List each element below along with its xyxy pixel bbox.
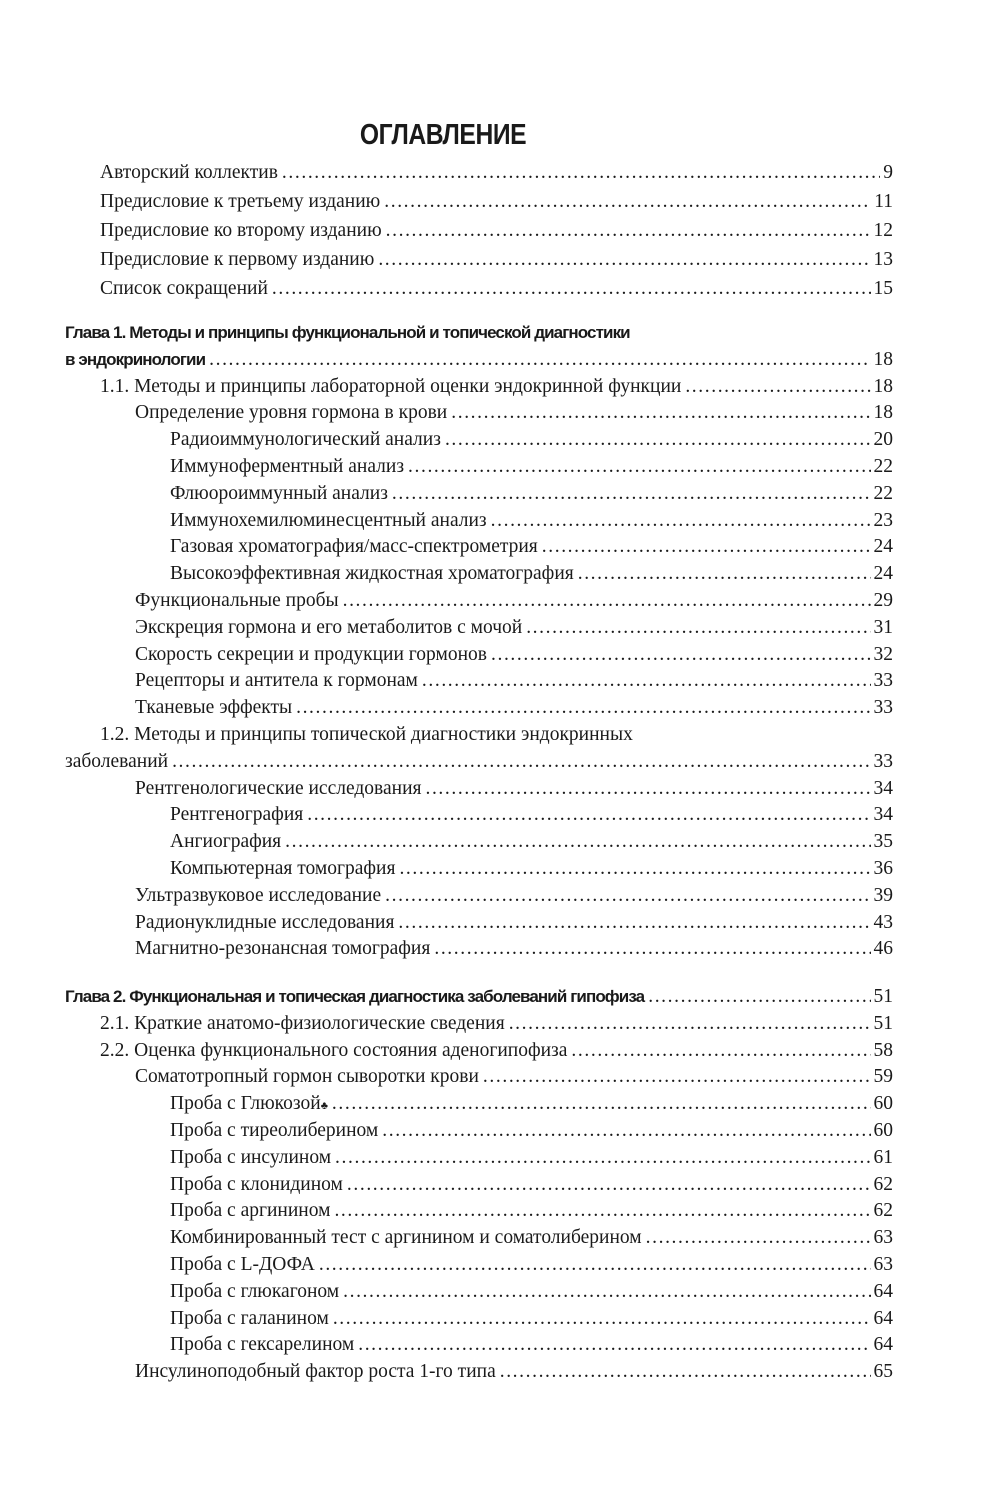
toc-entry[interactable] (65, 347, 893, 374)
toc-entry-page: 43 (873, 911, 893, 933)
toc-entry-page: 36 (873, 857, 893, 879)
toc-entry[interactable] (65, 454, 893, 481)
dot-leader (648, 984, 870, 1011)
dot-leader (526, 615, 870, 642)
toc-entry-label: Проба с галанином (170, 1307, 329, 1329)
dot-leader (425, 776, 870, 803)
toc-entry[interactable] (65, 1011, 893, 1038)
toc-entry-label: Определение уровня гормона в крови (135, 402, 448, 424)
toc-entry[interactable] (65, 320, 893, 347)
toc-entry-page: 33 (873, 750, 893, 772)
toc-entry-page: 64 (873, 1307, 893, 1329)
toc-entry-page: 15 (873, 278, 893, 299)
toc-entry[interactable] (65, 158, 893, 187)
toc-entry-page: 33 (873, 697, 893, 719)
toc-entry-page: 31 (873, 616, 893, 638)
dot-leader (451, 400, 870, 427)
toc-entry[interactable] (65, 1038, 893, 1065)
toc-entry[interactable] (65, 802, 893, 829)
toc-entry-label: Комбинированный тест с аргинином и соматолиберином (170, 1227, 642, 1249)
toc-entry-label: Высокоэффективная жидкостная хроматография (170, 563, 574, 585)
dot-leader (398, 910, 870, 937)
toc-entry[interactable] (65, 722, 893, 749)
toc-entry[interactable] (65, 245, 893, 274)
toc-entry-page: 51 (873, 986, 893, 1007)
dot-leader (445, 427, 871, 454)
dot-leader (333, 1306, 871, 1333)
toc-entry-label: Предисловие к третьему изданию (100, 191, 381, 212)
dot-leader (378, 245, 870, 274)
toc-entry-label: Проба с аргинином (170, 1200, 331, 1222)
chapter-1 (65, 320, 893, 963)
toc-entry-label: Иммуноферментный анализ (170, 455, 405, 477)
dot-leader (343, 588, 871, 615)
toc-entry-page: 61 (873, 1146, 893, 1168)
toc-entry[interactable] (65, 1252, 893, 1279)
toc-entry[interactable] (65, 695, 893, 722)
toc-entry-label: Проба с L-ДОФА (170, 1253, 315, 1275)
toc-entry-page: 20 (873, 429, 893, 451)
toc-entry-label: Газовая хроматография/масс-спектрометрия (170, 536, 538, 558)
dot-leader (272, 274, 871, 303)
toc-entry-page: 60 (873, 1119, 893, 1141)
dot-leader (282, 158, 880, 187)
toc-entry-label: 1.1. Методы и принципы лабораторной оценки эндокринной функции (100, 375, 682, 397)
toc-entry-label: Радиоиммунологический анализ (170, 429, 441, 451)
page-title: ОГЛАВЛЕНИЕ (359, 119, 527, 152)
toc-entry[interactable] (65, 1279, 893, 1306)
dot-leader (386, 216, 871, 245)
toc-entry-page: 63 (873, 1227, 893, 1249)
toc-entry-label: Ангиография (170, 831, 282, 853)
toc-entry-page: 58 (873, 1039, 893, 1061)
toc-entry[interactable] (65, 508, 893, 535)
toc-entry-page: 18 (873, 348, 893, 370)
toc-entry-page: 23 (873, 509, 893, 531)
toc-entry[interactable] (65, 1172, 893, 1199)
dot-leader (209, 347, 870, 374)
dot-leader (172, 749, 870, 776)
toc-entry[interactable] (65, 1359, 893, 1386)
toc-entry[interactable] (65, 1198, 893, 1225)
dot-leader (285, 829, 870, 856)
toc-entry-label: в эндокринологии (65, 349, 206, 369)
toc-entry-label: Скорость секреции и продукции гормонов (135, 643, 487, 665)
front-matter-list (65, 158, 893, 303)
dot-leader (571, 1038, 870, 1065)
toc-entry[interactable] (65, 984, 893, 1011)
dot-leader (685, 374, 870, 401)
toc-entry-label: Компьютерная томография (170, 857, 396, 879)
toc-entry-page: 22 (873, 482, 893, 504)
toc-entry-label: Рентгенография (170, 804, 304, 826)
dot-leader (491, 508, 871, 535)
toc-entry[interactable] (65, 481, 893, 508)
toc-entry[interactable] (65, 883, 893, 910)
dot-leader (500, 1359, 871, 1386)
toc-entry[interactable] (65, 216, 893, 245)
toc-entry-page: 24 (873, 536, 893, 558)
toc-entry-page: 60 (873, 1093, 893, 1115)
toc-entry-label: Проба с клонидином (170, 1173, 343, 1195)
toc-entry-label: Предисловие к первому изданию (100, 249, 375, 270)
toc-entry-label: Проба с гексарелином (170, 1334, 355, 1356)
toc-entry[interactable] (65, 561, 893, 588)
toc-entry-page: 62 (873, 1200, 893, 1222)
dot-leader (358, 1332, 870, 1359)
toc-entry[interactable] (65, 1064, 893, 1091)
dot-leader (422, 668, 871, 695)
toc-entry-label: Список сокращений (100, 278, 268, 299)
toc-entry-label: Проба с инсулином (170, 1146, 332, 1168)
toc-entry-page: 59 (873, 1066, 893, 1088)
toc-entry[interactable] (65, 776, 893, 803)
toc-entry[interactable] (65, 829, 893, 856)
toc-entry-page: 29 (873, 589, 893, 611)
toc-entry-page: 34 (873, 777, 893, 799)
toc-entry-label: Экскреция гормона и его метаболитов с мочой (135, 616, 523, 638)
dot-leader (347, 1172, 871, 1199)
dot-leader (491, 642, 871, 669)
toc-entry-label: Проба с глюкагоном (170, 1280, 340, 1302)
toc-entry[interactable] (65, 1306, 893, 1333)
toc-entry[interactable] (65, 642, 893, 669)
toc-entry-page: 11 (874, 191, 893, 212)
toc-entry-label: Функциональные пробы (135, 589, 339, 611)
chapter-2 (65, 984, 893, 1386)
dot-leader (319, 1252, 871, 1279)
toc-entry-page: 13 (873, 249, 893, 270)
toc-entry-page: 9 (883, 162, 893, 183)
toc-entry-page: 33 (873, 670, 893, 692)
toc-entry[interactable] (65, 1118, 893, 1145)
toc-entry-page: 39 (873, 884, 893, 906)
toc-entry[interactable] (65, 374, 893, 401)
dot-leader (332, 1091, 871, 1118)
dot-leader (335, 1145, 870, 1172)
dot-leader (385, 883, 870, 910)
dot-leader (646, 1225, 871, 1252)
toc-entry-page: 51 (873, 1012, 893, 1034)
dot-leader (578, 561, 871, 588)
toc-entry-label: заболеваний (65, 750, 169, 772)
toc-entry[interactable] (65, 668, 893, 695)
footnote-mark: ♣ (320, 1100, 328, 1113)
toc-entry-page: 35 (873, 831, 893, 853)
toc-entry-label: Рентгенологические исследования (135, 777, 422, 799)
toc-entry[interactable] (65, 1145, 893, 1172)
toc-entry-label: Глава 1. Методы и принципы функциональной и топической диагностики (65, 323, 630, 342)
toc-entry-label: Иммунохемилюминесцентный анализ (170, 509, 487, 531)
dot-leader (408, 454, 870, 481)
toc-entry-label: Ультразвуковое исследование (135, 884, 382, 906)
toc-entry-label: Флюороиммунный анализ (170, 482, 388, 504)
dot-leader (296, 695, 870, 722)
toc-entry-page: 64 (873, 1280, 893, 1302)
toc-entry-page: 18 (873, 402, 893, 424)
toc-entry[interactable] (65, 187, 893, 216)
dot-leader (382, 1118, 870, 1145)
toc-entry[interactable] (65, 534, 893, 561)
toc-entry[interactable] (65, 910, 893, 937)
toc-entry[interactable] (65, 615, 893, 642)
toc-entry-page: 65 (873, 1361, 893, 1383)
toc-entry-page: 34 (873, 804, 893, 826)
dot-leader (307, 802, 870, 829)
toc-entry-label: Радионуклидные исследования (135, 911, 395, 933)
toc-entry[interactable] (65, 936, 893, 963)
toc-entry-label: Глава 2. Функциональная и топическая диагностика заболеваний гипофиза (65, 987, 645, 1006)
toc-entry[interactable] (65, 427, 893, 454)
toc-entry-label: Авторский коллектив (100, 162, 278, 183)
toc-entry[interactable] (65, 1091, 893, 1118)
dot-leader (399, 856, 870, 883)
dot-leader (483, 1064, 871, 1091)
toc-entry-page: 18 (873, 375, 893, 397)
toc-entry-label: 2.2. Оценка функционального состояния аденогипофиза (100, 1039, 568, 1061)
toc-entry-label: Магнитно-резонансная томография (135, 938, 431, 960)
dot-leader (392, 481, 871, 508)
dot-leader (384, 187, 871, 216)
toc-entry-label: Предисловие ко второму изданию (100, 220, 382, 241)
toc-entry-label: Рецепторы и антитела к гормонам (135, 670, 418, 692)
toc-entry-label: Проба с тиреолиберином (170, 1119, 379, 1141)
toc-entry[interactable] (65, 856, 893, 883)
toc-entry-label: 1.2. Методы и принципы топической диагностики эндокринных (100, 723, 633, 745)
toc-entry-page: 12 (873, 220, 893, 241)
toc-entry[interactable] (65, 749, 893, 776)
toc-entry[interactable] (65, 274, 893, 303)
toc-entry-page: 46 (873, 938, 893, 960)
toc-entry[interactable] (65, 1332, 893, 1359)
toc-entry[interactable] (65, 588, 893, 615)
toc-entry[interactable] (65, 1225, 893, 1252)
toc-entry-label: 2.1. Краткие анатомо-физиологические сведения (100, 1012, 505, 1034)
toc-entry-page: 22 (873, 455, 893, 477)
toc-entry-page: 32 (873, 643, 893, 665)
dot-leader (334, 1198, 870, 1225)
toc-entry-label: Проба с Глюкозой (170, 1093, 321, 1115)
toc-entry-label: Тканевые эффекты (135, 697, 293, 719)
toc-entry-page: 62 (873, 1173, 893, 1195)
dot-leader (542, 534, 871, 561)
dot-leader (509, 1011, 871, 1038)
toc-entry-page: 24 (873, 563, 893, 585)
toc-entry-page: 64 (873, 1334, 893, 1356)
dot-leader (343, 1279, 870, 1306)
toc-entry-label: Инсулиноподобный фактор роста 1-го типа (135, 1361, 496, 1383)
toc-entry[interactable] (65, 400, 893, 427)
toc-entry-label: Соматотропный гормон сыворотки крови (135, 1066, 479, 1088)
toc-entry-page: 63 (873, 1253, 893, 1275)
dot-leader (434, 936, 870, 963)
